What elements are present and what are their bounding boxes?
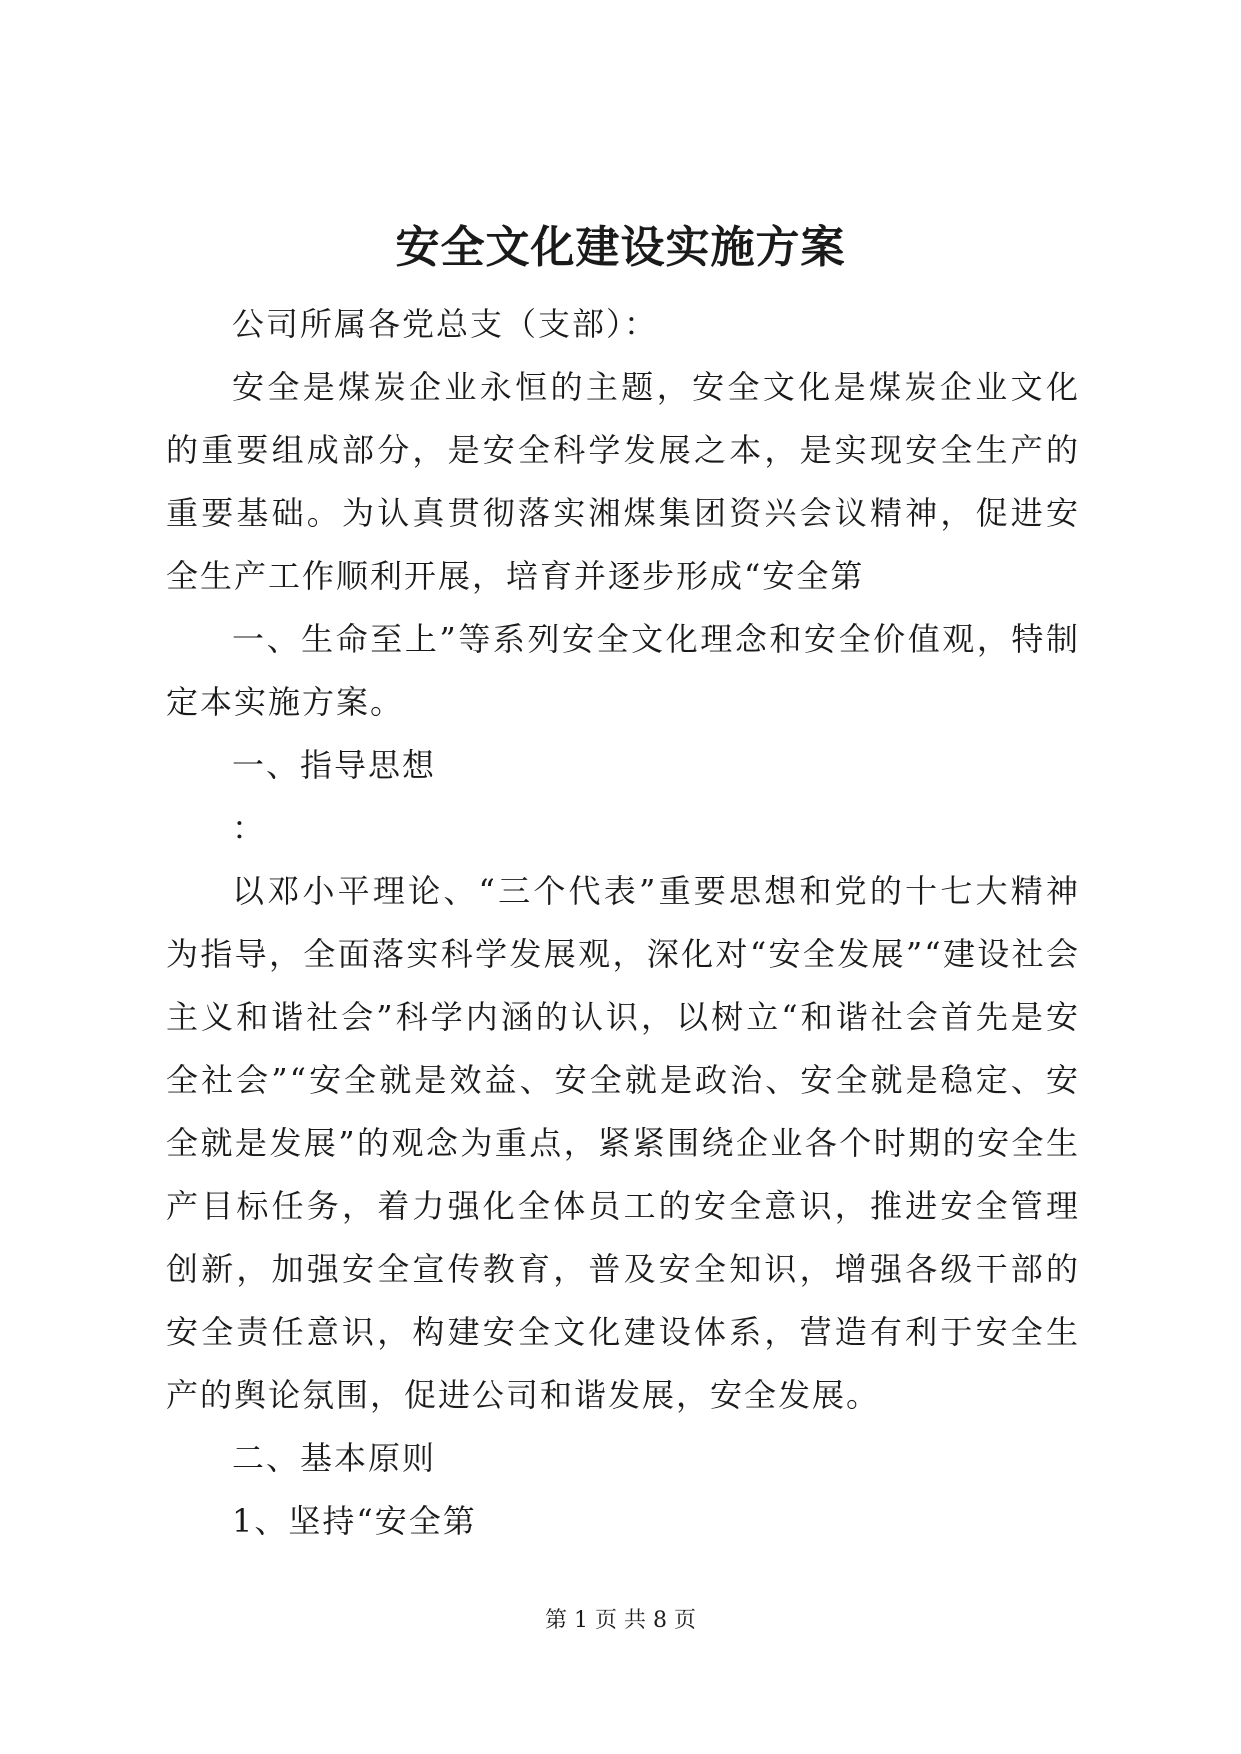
colon-line: ： — [232, 809, 267, 847]
section-heading-guiding-ideology: 一、指导思想 — [232, 746, 437, 784]
salutation-paragraph: 公司所属各党总支（支部）： — [232, 305, 659, 343]
guiding-ideology-paragraph: 以邓小平理论、“三个代表”重要思想和党的十七大精神为指导，全面落实科学发展观，深化对“安全发展”“建设社会主义和谐社会”科学内涵的认识，以树立“和谐社会首先是安全社会”“安全就是效益、安全就是政治、安全就是稳定、安全就是发展”的观念为重点，紧紧围绕企业各个时期的安全生产目标任务，着力强化全体员工的安全意识，推进安全管理创新，加强安全宣传教育，普及安全知识，增强各级干部的安全责任意识，构建安全文化建设体系，营造有利于安全生产的舆论氛围，促进公司和谐发展，安全发展。 — [166, 872, 1080, 1414]
section-heading-basic-principles: 二、基本原则 — [232, 1439, 437, 1477]
page-number-footer: 第 1 页 共 8 页 — [545, 1608, 696, 1633]
principle-item-1: 1、坚持“安全第 — [232, 1502, 477, 1540]
document-body — [166, 293, 1080, 1553]
intro-paragraph: 安全是煤炭企业永恒的主题，安全文化是煤炭企业文化的重要组成部分，是安全科学发展之本，是实现安全生产的重要基础。为认真贯彻落实湘煤集团资兴会议精神，促进安全生产工作顺利开展，培育并逐步形成“安全第 — [166, 368, 1080, 595]
document-title: 安全文化建设实施方案 — [395, 222, 846, 273]
intro-continuation-paragraph: 一、生命至上”等系列安全文化理念和安全价值观，特制定本实施方案。 — [166, 620, 1080, 721]
